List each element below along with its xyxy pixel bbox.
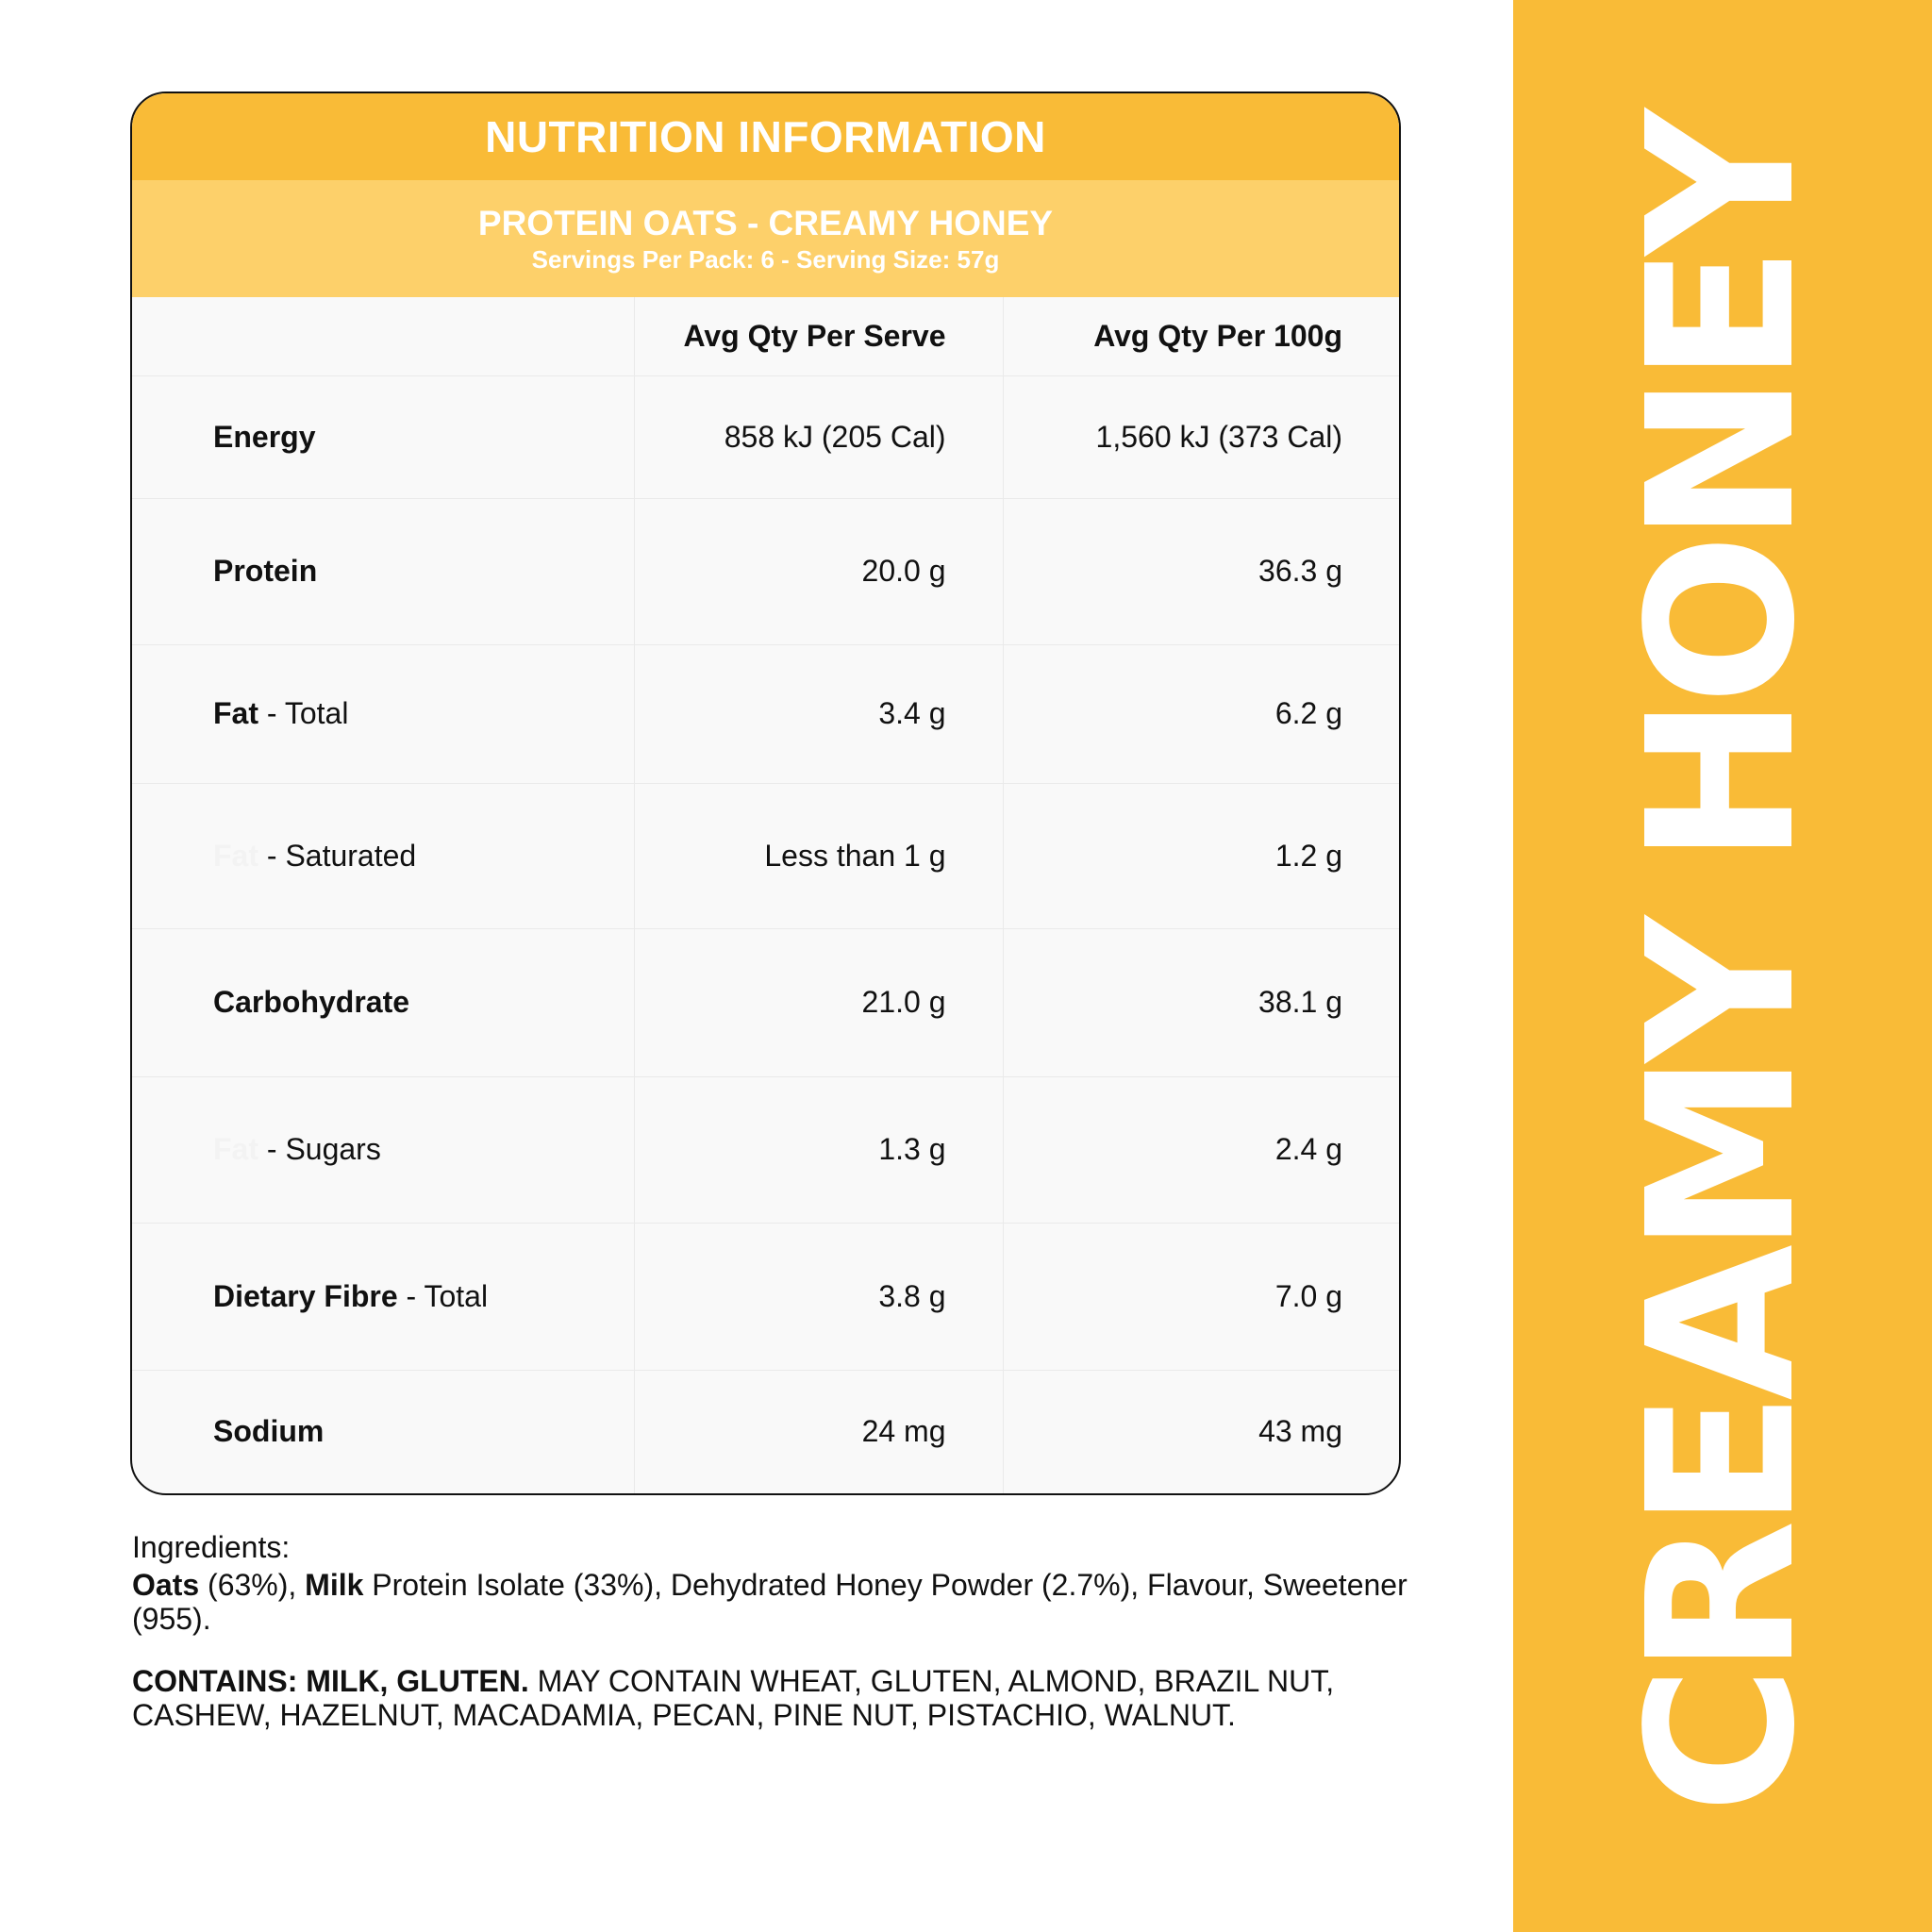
panel-subheader [132,180,1399,297]
value-per-100g: 38.1 g [1003,928,1401,1076]
ingredient-oats: Oats [132,1568,200,1602]
ingredient-milk: Milk [305,1568,364,1602]
ingredients-section [132,1530,1415,1636]
value-per-serve: 1.3 g [634,1076,1003,1223]
panel-header [132,93,1399,180]
nutrient-name: Dietary Fibre [213,1278,398,1313]
nutrient-name: Carbohydrate [213,985,410,1019]
nutrient-label [132,1223,634,1370]
ingredient-oats-detail: (63%), [199,1568,306,1602]
value-per-serve: 3.8 g [634,1223,1003,1370]
value-per-serve: 24 mg [634,1370,1003,1493]
nutrient-label [132,644,634,783]
nutrient-label [132,1370,634,1493]
value-per-100g: 36.3 g [1003,498,1401,644]
value-per-100g: 1,560 kJ (373 Cal) [1003,375,1401,498]
serving-info: Servings Per Pack: 6 - Serving Size: 57g [531,245,1000,274]
nutrition-table [132,297,1401,1493]
nutrient-qualifier: - Sugars [258,1132,381,1166]
table-row [132,1076,1401,1223]
product-name: PROTEIN OATS - CREAMY HONEY [477,204,1054,242]
nutrient-qualifier: - Total [397,1278,489,1313]
table-header-row [132,297,1401,375]
value-per-serve: 858 kJ (205 Cal) [634,375,1003,498]
table-row [132,375,1401,498]
contains-statement: CONTAINS: MILK, GLUTEN. [132,1664,529,1698]
value-per-100g: 43 mg [1003,1370,1401,1493]
value-per-serve: 21.0 g [634,928,1003,1076]
header-nutrient [132,297,634,375]
nutrient-name: Protein [213,554,318,588]
table-row [132,928,1401,1076]
ingredient-milk-detail: Protein Isolate (33%), Dehydrated Honey Powder (2.7%), Flavour, Sweetener (955). [132,1568,1407,1636]
table-row [132,498,1401,644]
nutrient-name: Fat [213,696,258,730]
table-row [132,783,1401,928]
value-per-serve: 20.0 g [634,498,1003,644]
side-band [1513,0,1932,1932]
nutrient-qualifier: - Saturated [258,838,417,873]
panel-title: NUTRITION INFORMATION [485,112,1046,161]
value-per-serve: 3.4 g [634,644,1003,783]
value-per-serve: Less than 1 g [634,783,1003,928]
value-per-100g: 2.4 g [1003,1076,1401,1223]
nutrient-label [132,375,634,498]
nutrition-panel [130,92,1401,1495]
table-row [132,644,1401,783]
nutrient-qualifier: - Total [258,696,349,730]
allergen-statement [132,1664,1415,1732]
value-per-100g: 7.0 g [1003,1223,1401,1370]
value-per-100g: 1.2 g [1003,783,1401,928]
nutrient-ghost-text: Fat [213,1132,258,1166]
may-contain-statement: MAY CONTAIN WHEAT, GLUTEN, ALMOND, BRAZIL NUT, CASHEW, HAZELNUT, MACADAMIA, PECAN, PINE NUT, PISTACHIO, WALNUT. [132,1664,1335,1732]
nutrient-label [132,1076,634,1223]
nutrient-ghost-text: Fat [213,838,258,873]
nutrient-name: Sodium [213,1414,325,1449]
nutrient-name: Energy [213,419,316,454]
value-per-100g: 6.2 g [1003,644,1401,783]
nutrient-label [132,498,634,644]
table-row [132,1223,1401,1370]
side-label: CREAMY HONEY [1605,118,1840,1814]
nutrient-label [132,783,634,928]
ingredients-label: Ingredients: [132,1530,291,1564]
table-row [132,1370,1401,1493]
header-per-serve: Avg Qty Per Serve [634,297,1003,375]
ingredients-text [132,1568,1415,1636]
header-per-100g: Avg Qty Per 100g [1003,297,1401,375]
nutrient-label [132,928,634,1076]
